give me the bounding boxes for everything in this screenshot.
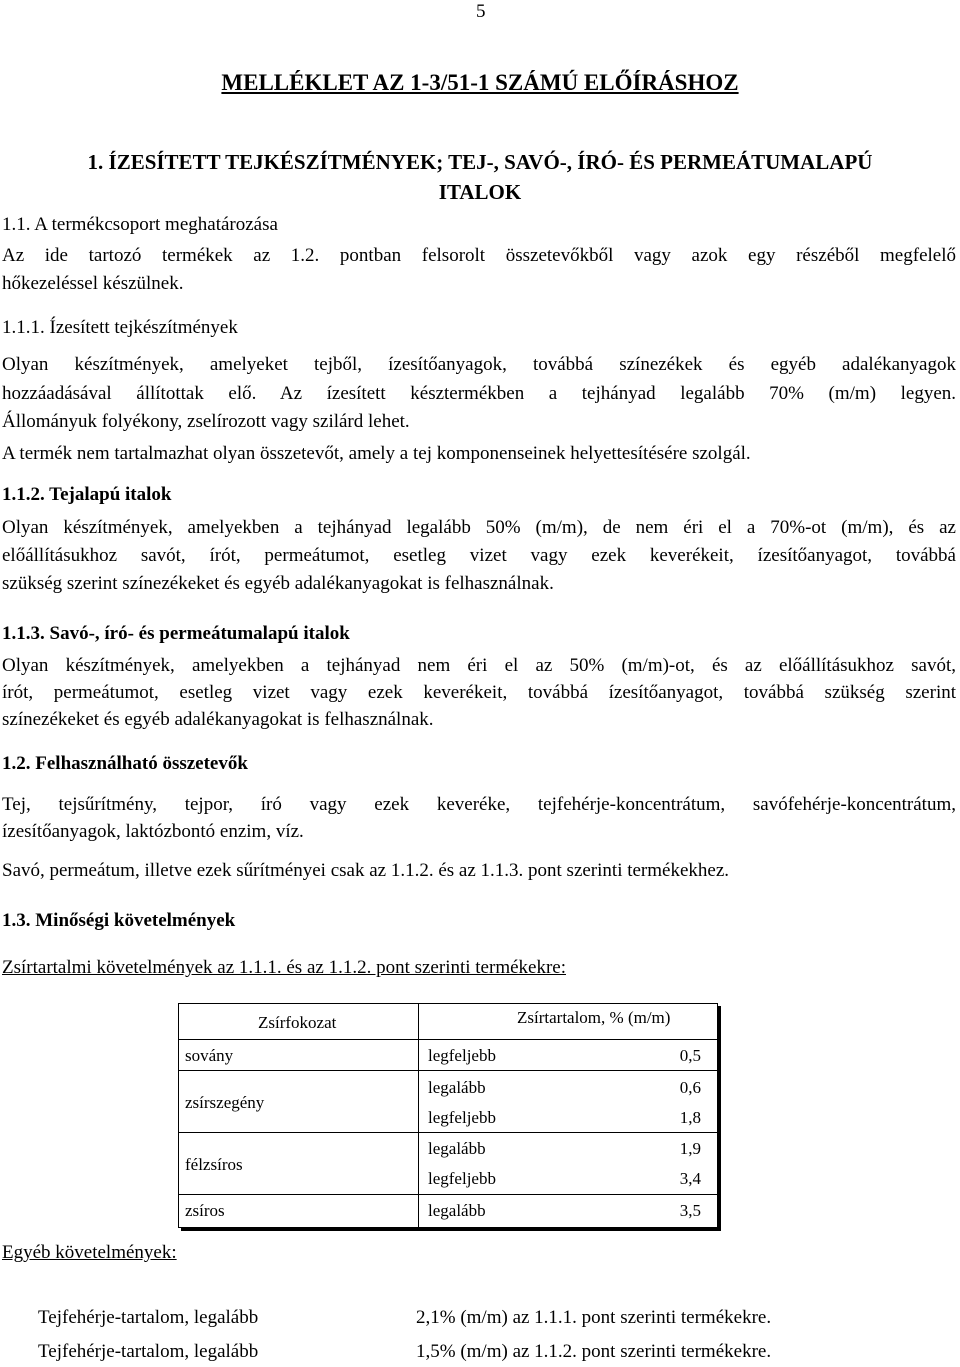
table-row-limit-value: 3,4	[679, 1169, 701, 1188]
fat-requirements-heading: Zsírtartalmi követelmények az 1.1.1. és az 1.1.2. pont szerinti termékekre:	[2, 957, 566, 978]
s111-p1-line1: Olyan készítmények, amelyeket tejből, ízesítőanyagok, továbbá színezékek és egyéb adalékanyagok	[2, 354, 956, 375]
table-row-limit-label: legfeljebb	[428, 1169, 496, 1188]
s112-p1-line2: előállításukhoz savót, írót, permeátumot, esetleg vizet vagy ezek keverékeit, ízesítőanyagot, továbbá	[2, 545, 956, 566]
table-row-limit-value: 1,9	[679, 1139, 701, 1158]
table-row-limit-label: legalább	[428, 1139, 486, 1158]
s13-heading: 1.3. Minőségi követelmények	[2, 910, 236, 931]
s12-heading: 1.2. Felhasználható összetevők	[2, 753, 248, 774]
section1-heading-line2: ITALOK	[438, 180, 522, 204]
s111-p1-line3: Állományuk folyékony, zselírozott vagy szilárd lehet.	[2, 411, 410, 432]
other-requirement-value: 1,5% (m/m) az 1.1.2. pont szerinti termékekre.	[416, 1341, 772, 1362]
table-row-limit-label: legfeljebb	[428, 1108, 496, 1127]
s113-p1-line3: színezékeket és egyéb adalékanyagokat is felhasználnak.	[2, 709, 434, 730]
s11-heading: 1.1. A termékcsoport meghatározása	[2, 214, 278, 235]
s11-p1-line2: hőkezeléssel készülnek.	[2, 273, 184, 294]
other-requirements-heading: Egyéb követelmények:	[2, 1242, 177, 1263]
s112-p1-line3: szükség szerint színezékeket és egyéb adalékanyagokat is felhasználnak.	[2, 573, 554, 594]
table-row-limit-value: 0,6	[679, 1078, 701, 1097]
page-number: 5	[476, 1, 486, 22]
table-row-limit-value: 1,8	[679, 1108, 701, 1127]
table-row-grade: zsíros	[185, 1201, 225, 1220]
table-row-limit-label: legalább	[428, 1078, 486, 1097]
table-header-grade: Zsírfokozat	[258, 1013, 337, 1032]
table-header-fat: Zsírtartalom, % (m/m)	[517, 1008, 671, 1027]
other-requirement-value: 2,1% (m/m) az 1.1.1. pont szerinti termékekre.	[416, 1307, 772, 1328]
s12-p2: Savó, permeátum, illetve ezek sűrítményei csak az 1.1.2. és az 1.1.3. pont szerinti termékekhez.	[2, 860, 730, 881]
section1-heading-line1: 1. ÍZESÍTETT TEJKÉSZÍTMÉNYEK; TEJ-, SAVÓ-, ÍRÓ- ÉS PERMEÁTUMALAPÚ	[87, 150, 873, 174]
table-row-grade: zsírszegény	[185, 1093, 265, 1112]
table-row-grade: sovány	[185, 1046, 234, 1065]
s12-p1-line2: ízesítőanyagok, laktózbontó enzim, víz.	[2, 821, 304, 842]
table-row-limit-label: legalább	[428, 1201, 486, 1220]
table-row-limit-label: legfeljebb	[428, 1046, 496, 1065]
s112-heading: 1.1.2. Tejalapú italok	[2, 484, 172, 505]
s112-p1-line1: Olyan készítmények, amelyekben a tejhányad legalább 50% (m/m), de nem éri el a 70%-ot (m/m), és az	[2, 517, 956, 538]
s111-p1-line2: hozzáadásával állítottak elő. Az ízesített késztermékben a tejhányad legalább 70% (m/m) legyen.	[2, 383, 956, 404]
fat-content-table	[178, 1003, 718, 1228]
s12-p1-line1: Tej, tejsűrítmény, tejpor, író vagy ezek keveréke, tejfehérje-koncentrátum, savófehérje-koncentrátum,	[2, 794, 956, 815]
s111-heading: 1.1.1. Ízesített tejkészítmények	[2, 317, 238, 338]
s113-p1-line2: írót, permeátumot, esetleg vizet vagy ezek keverékeit, továbbá ízesítőanyagot, továbbá szükség szerint	[2, 682, 956, 703]
s11-p1-line1: Az ide tartozó termékek az 1.2. pontban felsorolt összetevőkből vagy azok egy részéből megfelelő	[2, 245, 956, 266]
other-requirement-label: Tejfehérje-tartalom, legalább	[38, 1307, 259, 1328]
s113-p1-line1: Olyan készítmények, amelyekben a tejhányad nem éri el az 50% (m/m)-ot, és az előállításukhoz savót,	[2, 655, 956, 676]
table-row-limit-value: 0,5	[679, 1046, 701, 1065]
other-requirement-label: Tejfehérje-tartalom, legalább	[38, 1341, 259, 1362]
s113-heading: 1.1.3. Savó-, író- és permeátumalapú italok	[2, 623, 350, 644]
table-row-grade: félzsíros	[185, 1155, 243, 1174]
page-title: MELLÉKLET AZ 1-3/51-1 SZÁMÚ ELŐÍRÁSHOZ	[221, 70, 739, 95]
table-row-limit-value: 3,5	[679, 1201, 701, 1220]
s111-p2: A termék nem tartalmazhat olyan összetevőt, amely a tej komponenseinek helyettesítésére szolgál.	[2, 443, 751, 464]
